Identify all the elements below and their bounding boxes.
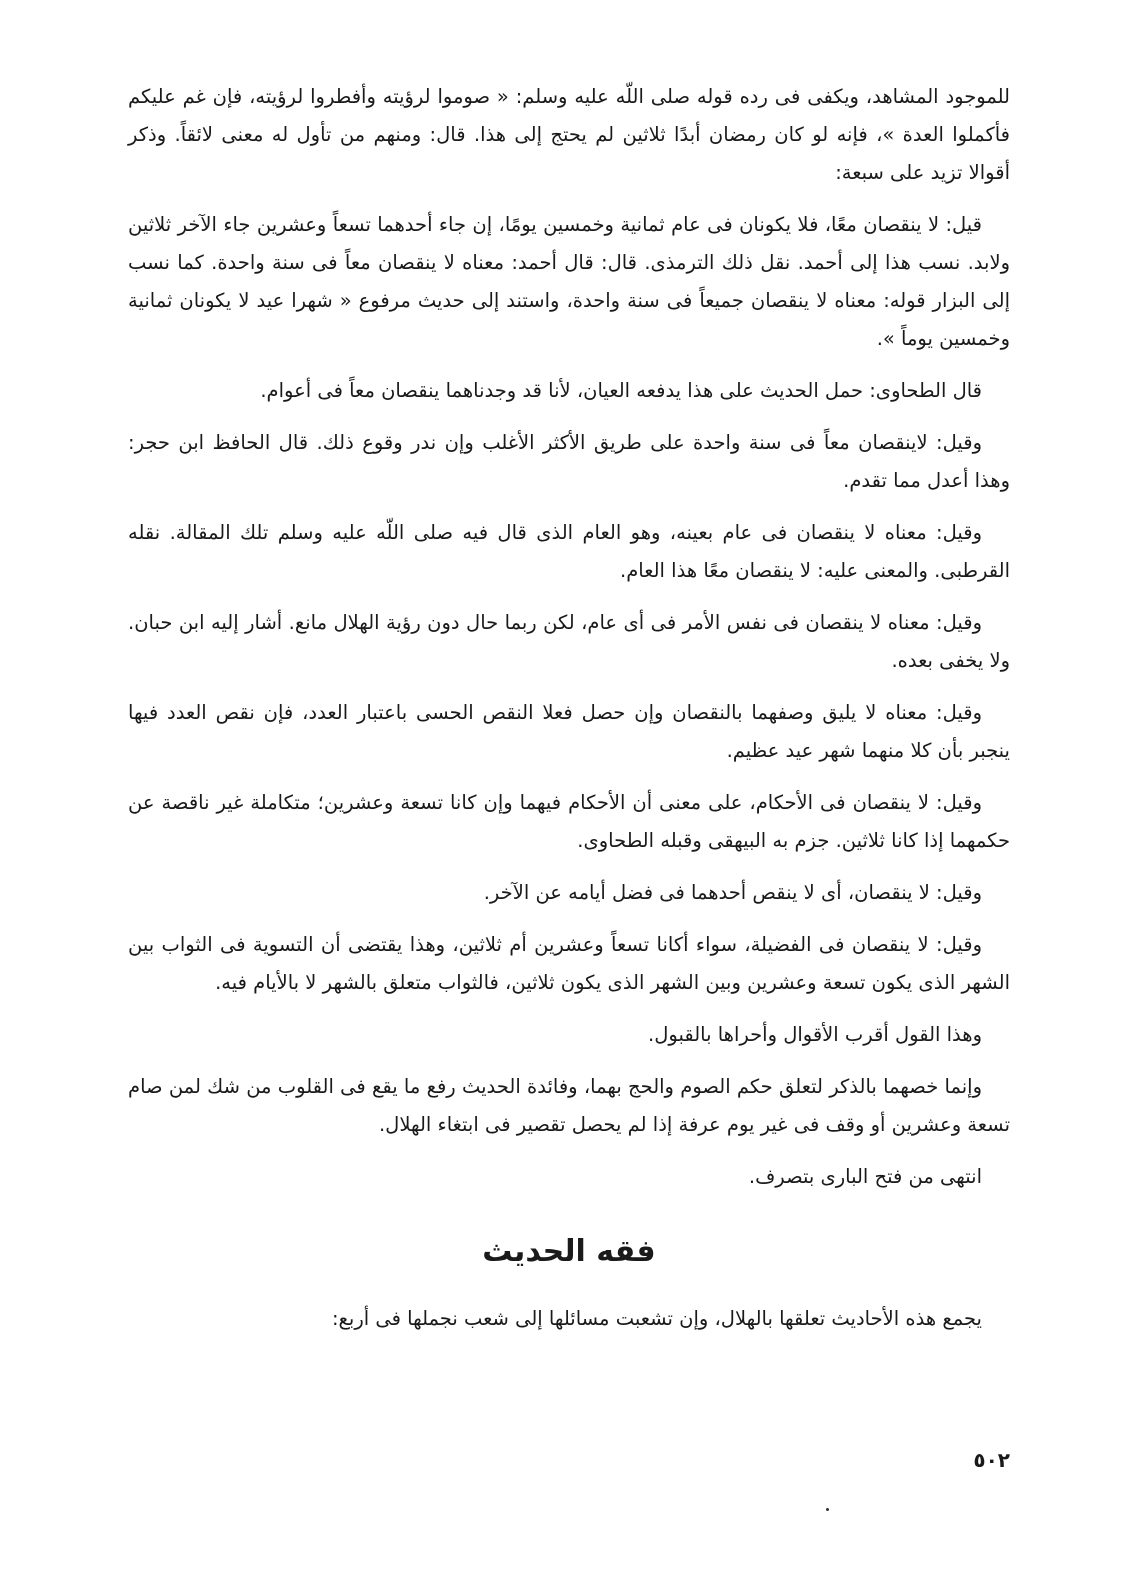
section-heading: فقه الحديث [482,1234,656,1269]
paragraph-2: قيل: لا ينقصان معًا، فلا يكونان فى عام ثمانية وخمسين يومًا، إن جاء أحدهما تسعاً وعشرين جاء الآخر ثلاثين ولابد. نسب هذا إلى أحمد. نقل ذلك الترمذى. قال: قال أحمد: معناه لا ينقصان معاً فى سنة واحدة. كما نسب إلى البزار قوله: معناه لا ينقصان جميعاً فى سنة واحدة، واستند إلى حديث مرفوع « شهرا عيد لا يكونان ثمانية وخمسين يوماً ». [128,213,1010,350]
paragraph-12: وإنما خصهما بالذكر لتعلق حكم الصوم والحج بهما، وفائدة الحديث رفع ما يقع فى القلوب من شك لمن صام تسعة وعشرين أو وقف فى غير يوم عرفة إذا لم يحصل تقصير فى ابتغاء الهلال. [128,1075,1010,1136]
paragraph-1: للموجود المشاهد، ويكفى فى رده قوله صلى اللّه عليه وسلم: « صوموا لرؤيته وأفطروا لرؤيته، فإن غم عليكم فأكملوا العدة »، فإنه لو كان رمضان أبدًا ثلاثين لم يحتج إلى هذا. قال: ومنهم من تأول له معنى لائقاً. وذكر أقوالا تزيد على سبعة: [128,85,1010,184]
paragraph-11: وهذا القول أقرب الأقوال وأحراها بالقبول. [648,1023,982,1046]
paragraph-4: وقيل: لاينقصان معاً فى سنة واحدة على طريق الأكثر الأغلب وإن ندر وقوع ذلك. قال الحافظ ابن حجر: وهذا أعدل مما تقدم. [128,431,1010,492]
paragraph-after-heading: يجمع هذه الأحاديث تعلقها بالهلال، وإن تشعبت مسائلها إلى شعب نجملها فى أربع: [331,1307,982,1330]
paragraph-9: وقيل: لا ينقصان، أى لا ينقص أحدهما فى فضل أيامه عن الآخر. [483,881,982,904]
page-number: ٥٠٢ [973,1448,1010,1472]
paragraph-8: وقيل: لا ينقصان فى الأحكام، على معنى أن الأحكام فيهما وإن كانا تسعة وعشرين؛ متكاملة غير ناقصة عن حكمهما إذا كانا ثلاثين. جزم به البيهقى وقبله الطحاوى. [128,791,1010,852]
page-body [128,78,1010,1352]
paragraph-7: وقيل: معناه لا يليق وصفهما بالنقصان وإن حصل فعلا النقص الحسى باعتبار العدد، فإن نقص العدد فيها ينجبر بأن كلا منهما شهر عيد عظيم. [128,701,1010,762]
paragraph-6: وقيل: معناه لا ينقصان فى نفس الأمر فى أى عام، لكن ربما حال دون رؤية الهلال مانع. أشار إليه ابن حبان. ولا يخفى بعده. [128,611,1010,672]
paragraph-13: انتهى من فتح البارى بتصرف. [748,1165,982,1188]
scan-speck [826,1508,829,1511]
paragraph-10: وقيل: لا ينقصان فى الفضيلة، سواء أكانا تسعاً وعشرين أم ثلاثين، وهذا يقتضى أن التسوية فى الثواب بين الشهر الذى يكون تسعة وعشرين وبين الشهر الذى يكون ثلاثين، فالثواب متعلق بالشهر لا بالأيام فيه. [128,933,1010,994]
paragraph-5: وقيل: معناه لا ينقصان فى عام بعينه، وهو العام الذى قال فيه صلى اللّه عليه وسلم تلك المقالة. نقله القرطبى. والمعنى عليه: لا ينقصان معًا هذا العام. [128,521,1010,582]
paragraph-3: قال الطحاوى: حمل الحديث على هذا يدفعه العيان، لأنا قد وجدناهما ينقصان معاً فى أعوام. [260,379,982,402]
